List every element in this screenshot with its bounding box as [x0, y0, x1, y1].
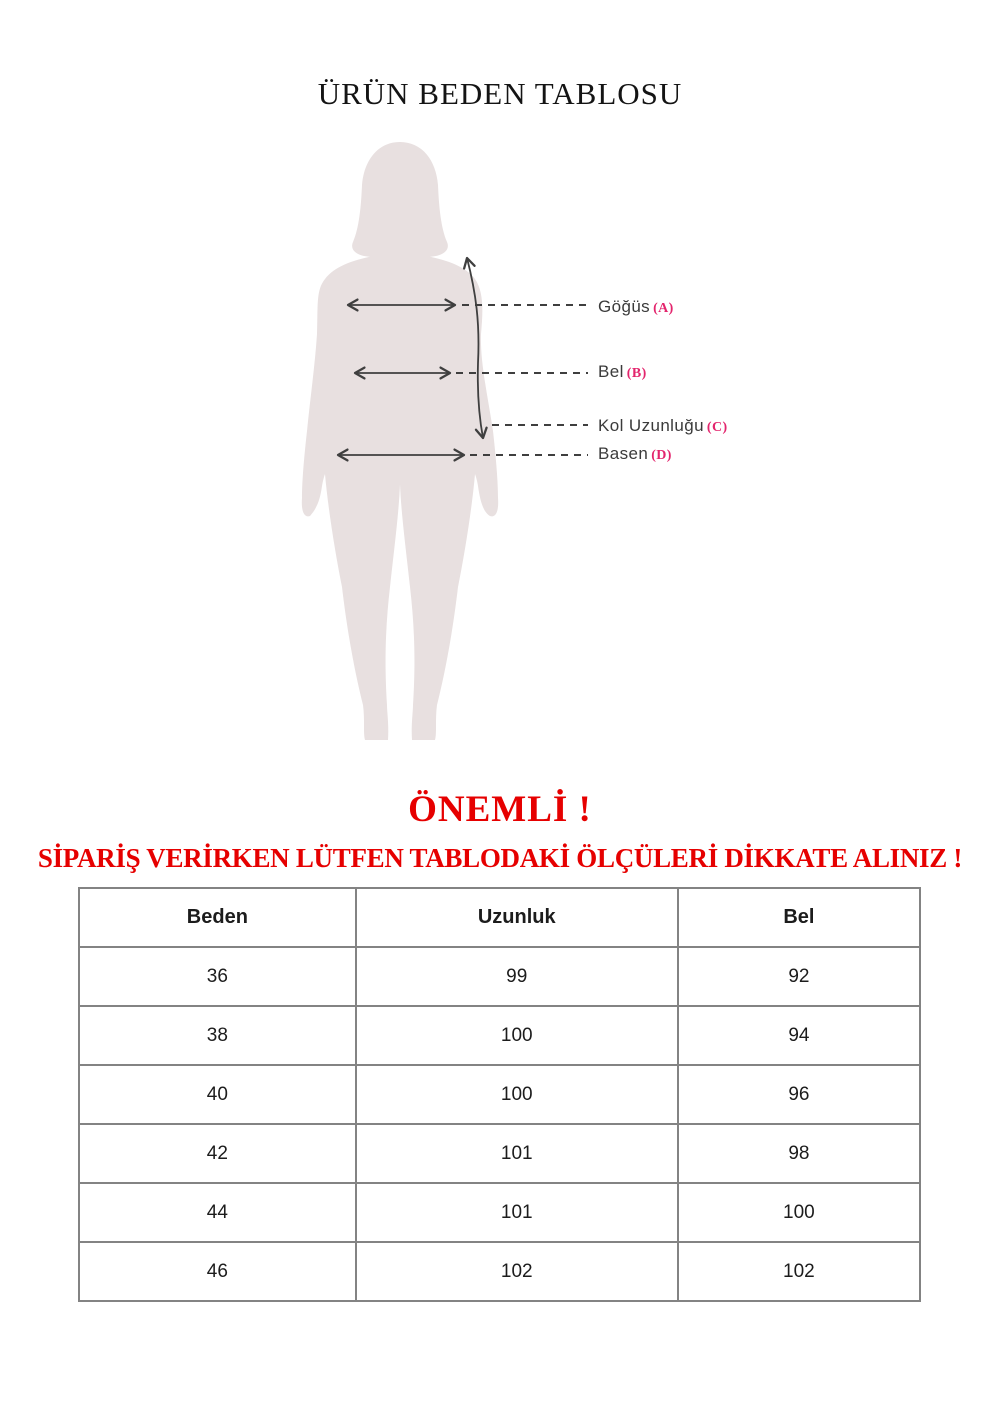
- cell-bel: 98: [678, 1124, 920, 1183]
- label-chest: [598, 297, 674, 317]
- cell-beden: 36: [79, 947, 356, 1006]
- cell-bel: 96: [678, 1065, 920, 1124]
- important-subheading: SİPARİŞ VERİRKEN LÜTFEN TABLODAKİ ÖLÇÜLERİ DİKKATE ALINIZ !: [37, 843, 963, 873]
- cell-beden: 42: [79, 1124, 356, 1183]
- table-row: [79, 1124, 920, 1183]
- size-table-header-row: [79, 888, 920, 947]
- label-hip: [598, 444, 672, 464]
- label-waist: [598, 362, 647, 382]
- cell-uzunluk: 102: [356, 1242, 678, 1301]
- cell-beden: 40: [79, 1065, 356, 1124]
- cell-bel: 94: [678, 1006, 920, 1065]
- column-header-beden: Beden: [79, 888, 356, 947]
- label-chest-text: Göğüs: [598, 297, 651, 316]
- column-header-uzunluk: Uzunluk: [356, 888, 678, 947]
- table-row: [79, 1242, 920, 1301]
- page-title: ÜRÜN BEDEN TABLOSU: [317, 76, 683, 111]
- cell-bel: 102: [678, 1242, 920, 1301]
- table-row: [79, 1065, 920, 1124]
- measurement-diagram: [280, 130, 610, 780]
- table-row: [79, 1006, 920, 1065]
- cell-uzunluk: 100: [356, 1065, 678, 1124]
- table-row: [79, 1183, 920, 1242]
- label-arm-length-key: (C): [706, 420, 728, 435]
- cell-uzunluk: 101: [356, 1124, 678, 1183]
- column-header-bel: Bel: [678, 888, 920, 947]
- table-row: [79, 947, 920, 1006]
- label-arm-length: [598, 416, 728, 436]
- cell-beden: 44: [79, 1183, 356, 1242]
- size-table: [78, 887, 921, 1302]
- label-waist-key: (B): [626, 366, 647, 381]
- cell-beden: 46: [79, 1242, 356, 1301]
- cell-bel: 92: [678, 947, 920, 1006]
- body-silhouette: [302, 142, 498, 740]
- cell-bel: 100: [678, 1183, 920, 1242]
- label-hip-key: (D): [651, 448, 672, 463]
- silhouette-body: [302, 233, 498, 740]
- label-chest-key: (A): [653, 301, 674, 316]
- label-hip-text: Basen: [598, 444, 649, 463]
- cell-uzunluk: 101: [356, 1183, 678, 1242]
- cell-uzunluk: 100: [356, 1006, 678, 1065]
- cell-beden: 38: [79, 1006, 356, 1065]
- cell-uzunluk: 99: [356, 947, 678, 1006]
- label-waist-text: Bel: [598, 362, 624, 381]
- important-heading: ÖNEMLİ !: [408, 789, 592, 830]
- label-arm-length-text: Kol Uzunluğu: [598, 416, 704, 435]
